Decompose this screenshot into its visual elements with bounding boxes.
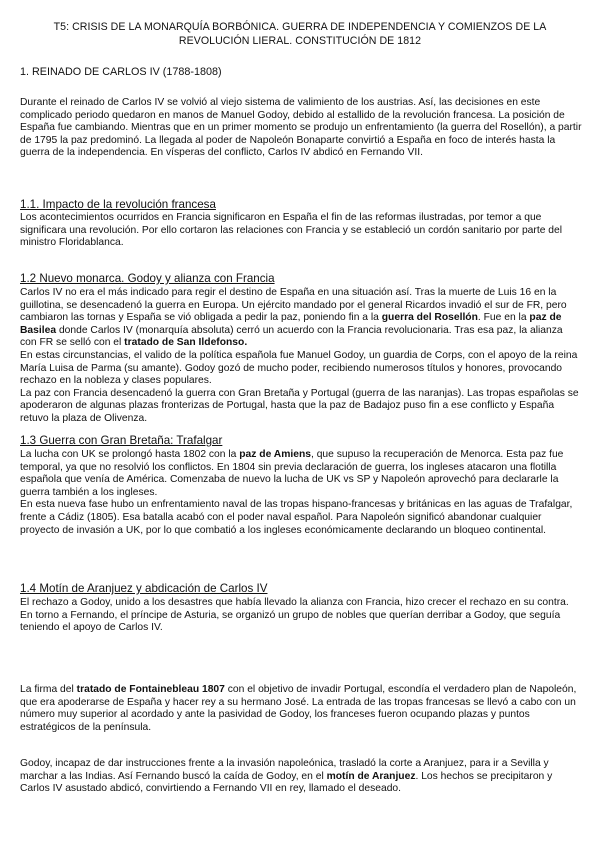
section-1-4-body-2 [20, 684, 582, 734]
section-1-4-body-3 [20, 758, 582, 796]
section-1-1-heading: 1.1. Impacto de la revolución francesa [20, 198, 216, 211]
paz-basilea-term: paz de Basilea [20, 312, 562, 336]
section-1-heading: 1. REINADO DE CARLOS IV (1788-1808) [20, 66, 222, 78]
section-1-1-paragraph: Los acontecimientos ocurridos en Francia significaron en España el fin de las reformas ilustradas, por temor a que significara una revolución. Por ello cortaron las relaciones con Francia y se estableció un cordón sanitario por parte del ministro Floridablanca. [20, 212, 563, 249]
paz-amiens-term: paz de Amiens [239, 449, 311, 460]
section-1-4-body-1 [20, 597, 582, 635]
section-1-4-heading: 1.4 Motín de Aranjuez y abdicación de Carlos IV [20, 582, 268, 595]
tratado-san-ildefonso-term: tratado de San Ildefonso. [124, 337, 248, 349]
section-1-3-heading: 1.3 Guerra con Gran Bretaña: Trafalgar [20, 434, 223, 447]
section-1-3-body [20, 449, 582, 537]
section-1-3-paragraph-1: La lucha con UK se prolongó hasta 1802 con la paz de Amiens, que supuso la recuperación de Menorca. Esta paz fue temporal, ya que no resolvió los conflictos. En 1804 sin previa declaración de guerra, los ingleses atacaron una flotilla española que venía de América. Comenzaba de nuevo la lucha de UK vs SP y Napoleón aprovechó para declararle la guerra también a los ingleses. [20, 449, 564, 498]
section-1-paragraph: Durante el reinado de Carlos IV se volvió al viejo sistema de valimiento de los austrias. Así, las decisiones en este complicado periodo quedaron en manos de Manuel Godoy, debido al estallido de la revolución francesa. La posición de España fue cambiando. Mientras que en un primer momento se produjo un enfrentamiento (la guerra del Rosellón), a partir de 1795 la paz predominó. La llegada al poder de Napoleón Bonaparte convirtió a España en foco de interés hasta la guerra de la independencia. En vísperas del conflicto, Carlos IV abdicó en Fernando VII. [20, 97, 582, 159]
title-line-2: REVOLUCIÓN LIERAL. CONSTITUCIÓN DE 1812 [178, 34, 422, 47]
tratado-fontainebleau-term: tratado de Fontainebleau 1807 [76, 684, 225, 695]
section-1-1-body [20, 212, 582, 250]
section-1-4-paragraph-1: El rechazo a Godoy, unido a los desastres que había llevado la alianza con Francia, hizo crecer el rechazo en su contra. En torno a Fernando, el príncipe de Asturia, se organizó un grupo de nobles que querían derribar a Godoy, que seguía teniendo el apoyo de Carlos IV. [20, 597, 569, 634]
section-1-4-paragraph-3: Godoy, incapaz de dar instrucciones frente a la invasión napoleónica, trasladó la corte a Aranjuez, para ir a Sevilla y marchar a las Indias. Así Fernando buscó la caída de Godoy, en el motín de Aranjuez. Los hechos se precipitaron y Carlos IV asustado abdicó, convirtiendo a Fernando VII en rey, llamado el deseado. [20, 758, 553, 795]
section-1-4-paragraph-2: La firma del tratado de Fontainebleau 1807 con el objetivo de invadir Portugal, escondía el verdadero plan de Napoleón, que era apoderarse de España y hacer rey a su hermano José. La entrada de las tropas francesas se llevó a cabo con un número muy superior al acordado y ante la pasividad de Godoy, los franceses fueron ocupando plazas y puntos estratégicos de la península. [20, 684, 577, 733]
document-title [20, 21, 580, 48]
section-1-2-body [20, 287, 582, 426]
section-1-3-paragraph-2: En esta nueva fase hubo un enfrentamiento naval de las tropas hispano-francesas y británicas en las aguas de Trafalgar, frente a Cádiz (1805). Esa batalla acabó con el poder naval español. Para Napoleón significó abandonar cualquier proyecto de invasión a UK, por lo que combatió a los ingleses económicamente declarando un bloqueo continental. [20, 499, 573, 536]
section-1-2-heading: 1.2 Nuevo monarca. Godoy y alianza con Francia [20, 272, 275, 285]
title-line-1: T5: CRISIS DE LA MONARQUÍA BORBÓNICA. GUERRA DE INDEPENDENCIA Y COMIENZOS DE LA [53, 21, 547, 33]
section-1-2-paragraph-2: En estas circunstancias, el valido de la política española fue Manuel Godoy, un guardia de Corps, con el apoyo de la reina María Luisa de Parma (su amante). Godoy gozó de mucho poder, recibiendo numerosos títulos y honores, provocando rechazo en la nobleza y clases populares. [20, 349, 578, 387]
motin-aranjuez-term: motín de Aranjuez [326, 770, 416, 782]
section-1-2-paragraph-3: La paz con Francia desencadenó la guerra con Gran Bretaña y Portugal (guerra de las naranjas). Las tropas españolas se apoderaron de algunas plazas fronterizas de Portugal, hasta que la paz de Badajoz puso fin a ese conflicto y España retuvo la plaza de Olivenza. [20, 387, 579, 424]
guerra-rosellon-term: guerra del Rosellón [381, 312, 478, 324]
section-1-body [20, 97, 582, 160]
section-1-2-paragraph-1: Carlos IV no era el más indicado para regir el destino de España en una situación así. Tras la muerte de Luis 16 en la guillotina, se desencadenó la guerra en Europa. Un ejército mandado por el general Ricardos invadió el sur de FR, pero cambiaron las tornas y España se vió obligada a pedir la paz, poniendo fin a la guerra del Rosellón. Fue en la paz de Basilea donde Carlos IV (monarquía absoluta) cerró un acuerdo con la Francia revolucionaria. Tras esa paz, la alianza con FR se selló con el tratado de San Ildefonso. [20, 287, 567, 349]
